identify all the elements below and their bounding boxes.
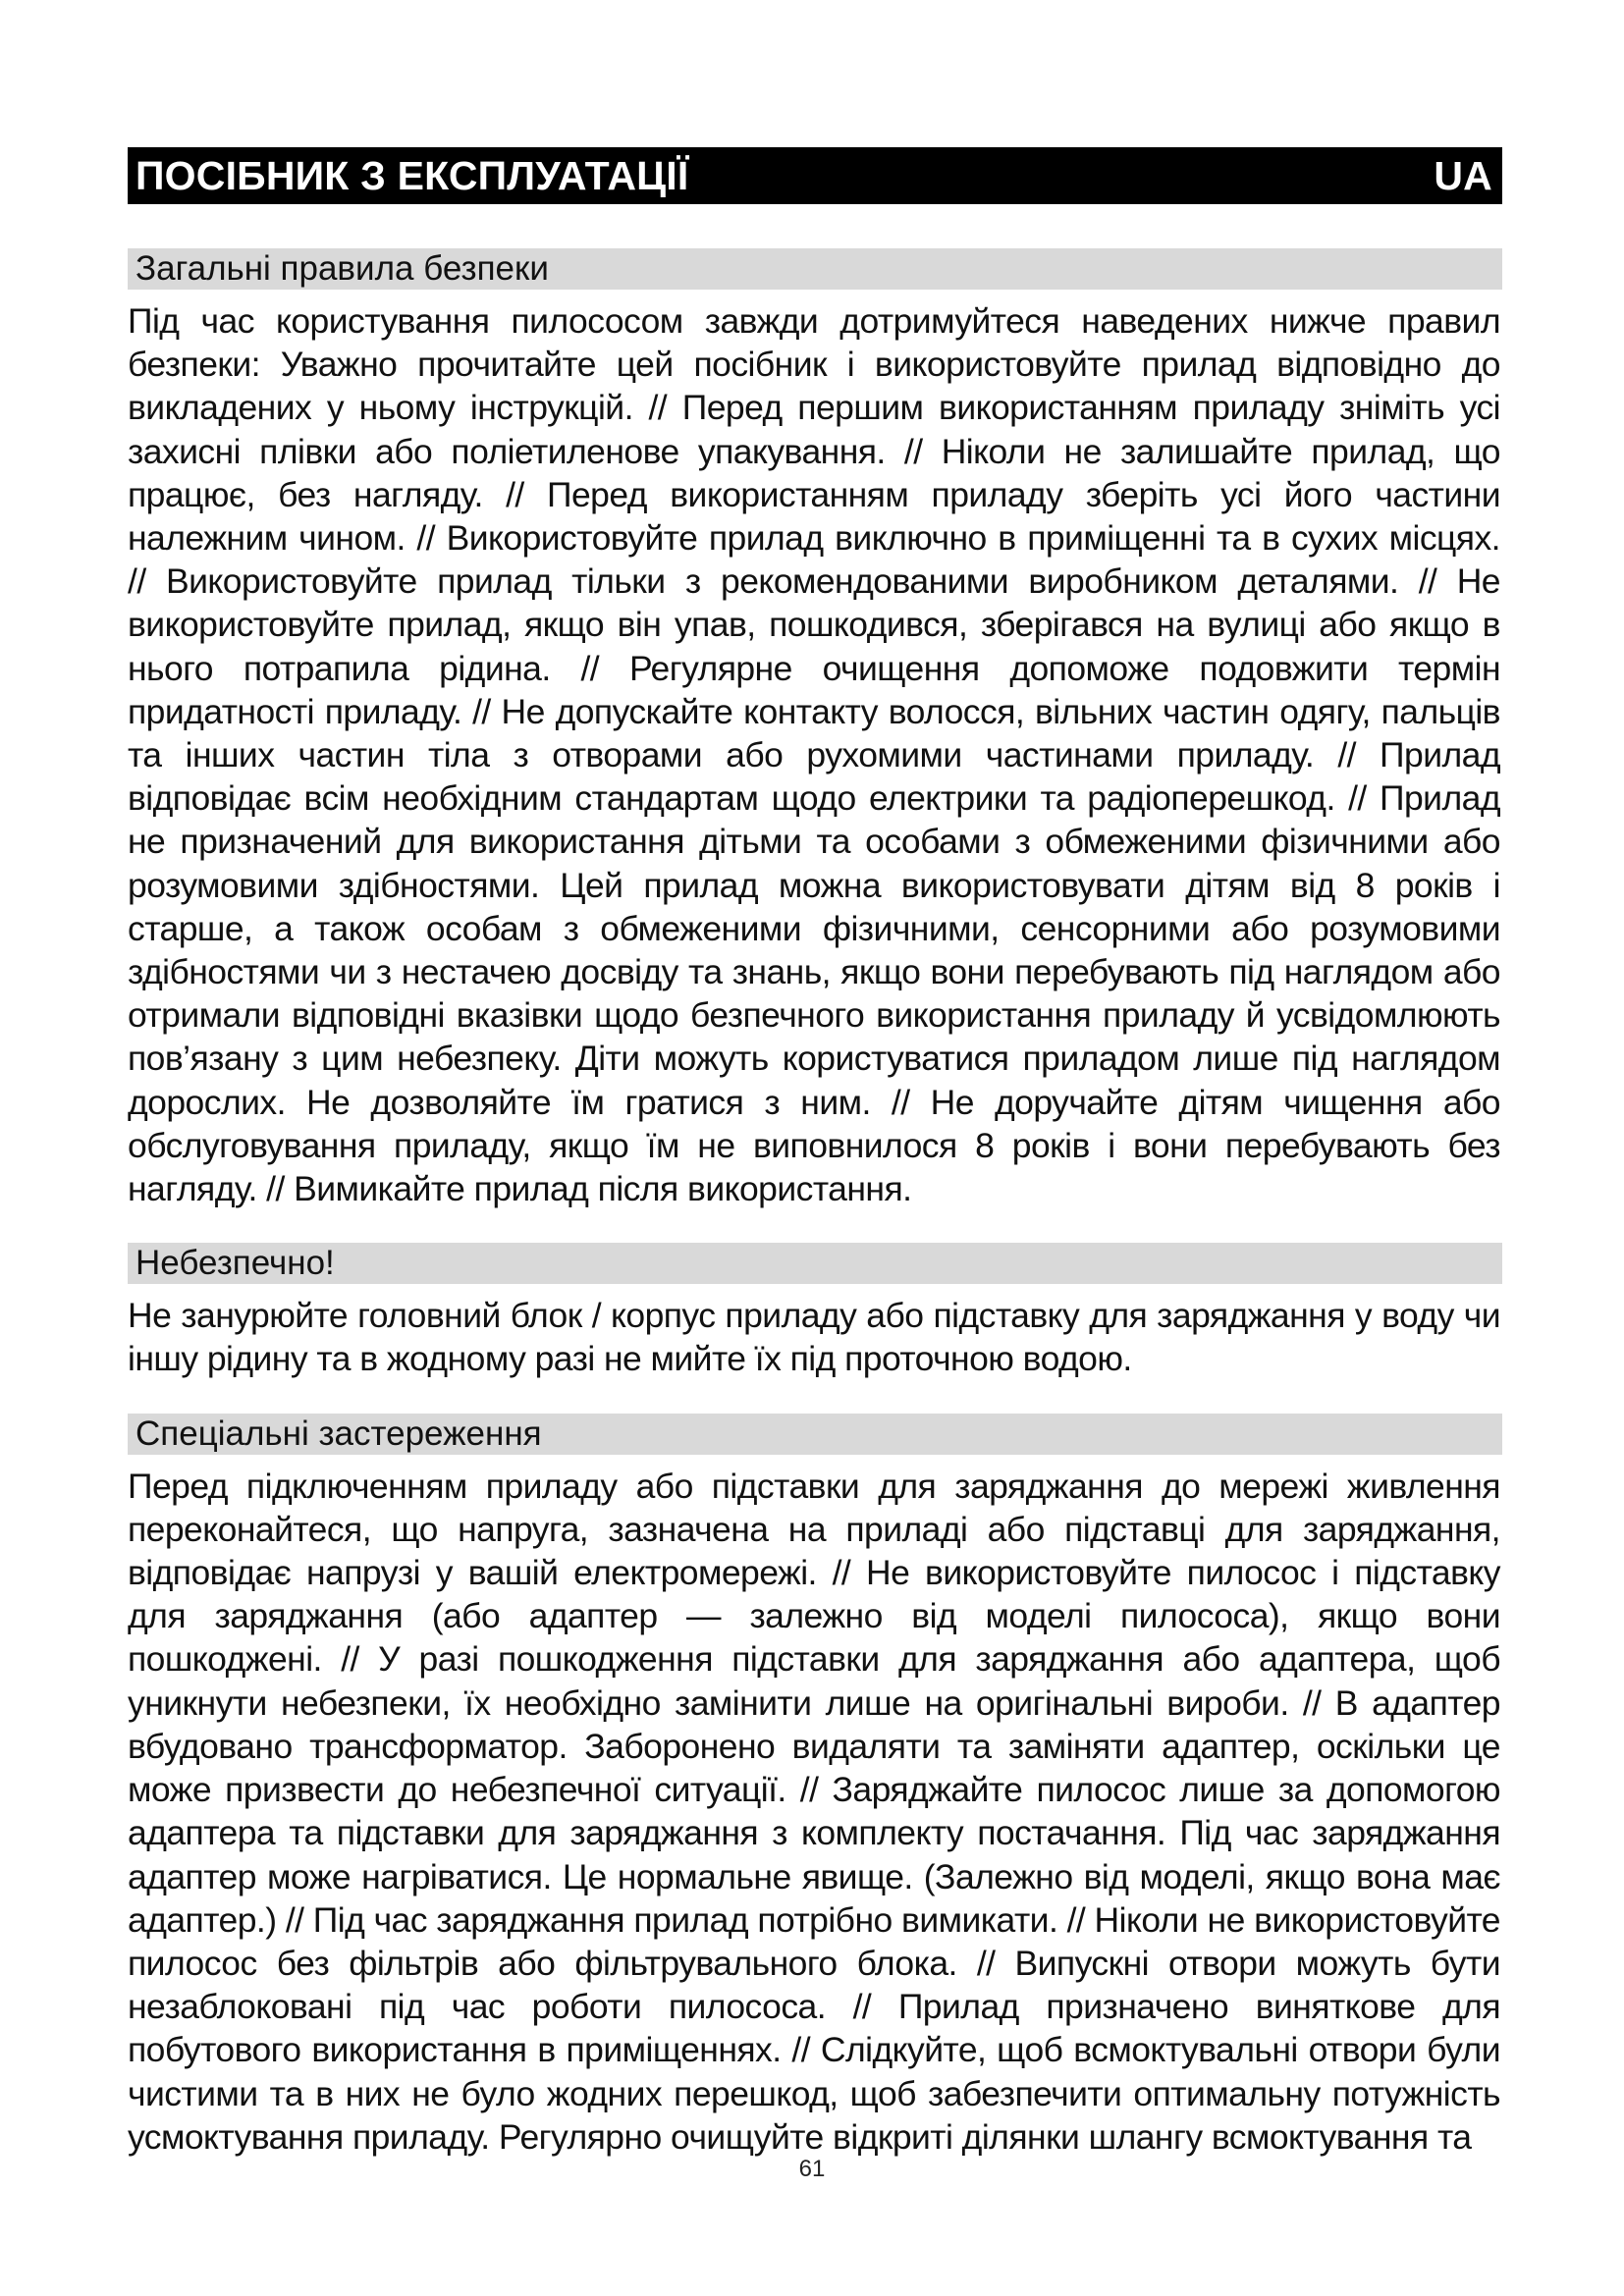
page-title: ПОСІБНИК З ЕКСПЛУАТАЦІЇ [135, 152, 689, 198]
title-bar [128, 147, 1502, 204]
manual-page [128, 147, 1502, 2159]
section-text-danger: Не занурюйте головний блок / корпус приладу або підставку для заряджання у воду чи іншу рідину та в жодному разі не мийте їх під проточною водою. [128, 1296, 1500, 1379]
language-code: UA [1434, 152, 1492, 198]
section-text-general-safety: Під час користування пилососом завжди дотримуйтеся наведених нижче правил безпеки: Уважно прочитайте цей посібник і використовуйте прилад відповідно до викладених у ньому інструкцій. // Перед першим використанням приладу зніміть усі захисні плівки або поліетиленове упакування. // Ніколи не залишайте прилад, що працює, без нагляду. // Перед використанням приладу зберіть усі його частини належним чином. // Використовуйте прилад виключно в приміщенні та в сухих місцях. // Використовуйте прилад тільки з рекомендованими виробником деталями. // Не використовуйте прилад, якщо він упав, пошкодився, зберігався на вулиці або якщо в нього потрапила рідина. // Регулярне очищення допоможе подовжити термін придатності приладу. // Не допускайте контакту волосся, вільних частин одягу, пальців та інших частин тіла з отворами або рухомими частинами приладу. // Прилад відповідає всім необхідним стандартам щодо електрики та радіоперешкод. // Прилад не призначений для використання дітьми та особами з обмеженими фізичними або розумовими здібностями. Цей прилад можна використовувати дітям від 8 років і старше, а також особам з обмеженими фізичними, сенсорними або розумовими здібностями чи з нестачею досвіду та знань, якщо вони перебувають під наглядом або отримали відповідні вказівки щодо безпечного використання приладу й усвідомлюють пов’язану з цим небезпеку. Діти можуть користуватися приладом лише під наглядом дорослих. Не дозволяйте їм гратися з ним. // Не доручайте дітям чищення або обслуговування приладу, якщо їм не виповнилося 8 років і вони перебувають без нагляду. // Вимикайте прилад після використання. [128, 301, 1500, 1209]
section-heading-special-warnings: Спеціальні застереження [128, 1414, 1502, 1455]
page-number: 61 [798, 2156, 826, 2182]
section-heading-general-safety: Загальні правила безпеки [128, 248, 1502, 290]
section-text-special-warnings: Перед підключенням приладу або підставки для заряджання до мережі живлення переконайтеся, що напруга, зазначена на приладі або підставці для заряджання, відповідає напрузі у вашій електромережі. // Не використовуйте пилосос і підставку для заряджання (або адаптер — залежно від моделі пилососа), якщо вони пошкоджені. // У разі пошкодження підставки для заряджання або адаптера, щоб уникнути небезпеки, їх необхідно замінити лише на оригінальні вироби. // В адаптер вбудовано трансформатор. Заборонено видаляти та заміняти адаптер, оскільки це може призвести до небезпечної ситуації. // Заряджайте пилосос лише за допомогою адаптера та підставки для заряджання з комплекту постачання. Під час заряджання адаптер може нагріватися. Це нормальне явище. (Залежно від моделі, якщо вона має адаптер.) // Під час заряджання прилад потрібно вимикати. // Ніколи не використовуйте пилосос без фільтрів або фільтрувального блока. // Випускні отвори можуть бути незаблоковані під час роботи пилососа. // Прилад призначено виняткове для побутового використання в приміщеннях. // Слідкуйте, щоб всмоктувальні отвори були чистими та в них не було жодних перешкод, щоб забезпечити оптимальну потужність усмоктування приладу. Регулярно очищуйте відкриті ділянки шлангу всмоктування та [128, 1466, 1500, 2157]
section-heading-danger: Небезпечно! [128, 1243, 1502, 1284]
